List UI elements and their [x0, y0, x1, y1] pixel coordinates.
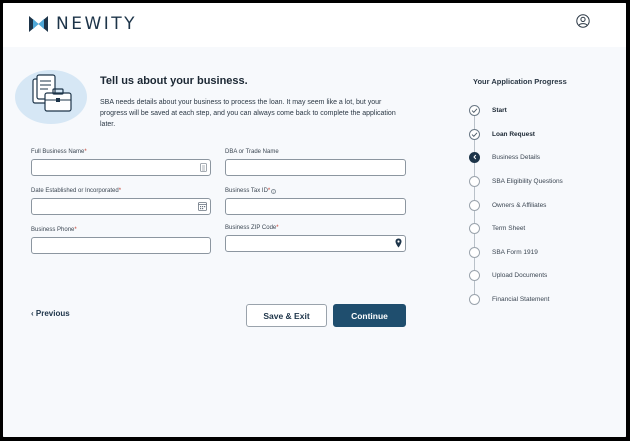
step-label: SBA Form 1919	[492, 248, 538, 256]
main-content	[3, 47, 626, 437]
business-phone-label: Business Phone*	[31, 227, 77, 233]
progress-step-financial-statement	[469, 293, 549, 305]
app-window	[3, 3, 626, 437]
progress-step-business-details	[469, 151, 540, 163]
brand-name: NEWITY	[56, 14, 138, 34]
zip-code-label: Business ZIP Code*	[225, 225, 279, 231]
progress-step-loan-request	[469, 128, 535, 140]
zip-code-input[interactable]	[225, 235, 406, 252]
progress-step-sba-form-1919	[469, 246, 538, 258]
step-label: Upload Documents	[492, 271, 548, 279]
progress-step-sba-eligibility	[469, 175, 563, 187]
brand-logo[interactable]	[29, 13, 137, 35]
newity-logo-icon	[29, 16, 48, 32]
step-label: Business Details	[492, 153, 541, 161]
empty-circle-icon	[469, 200, 480, 211]
location-pin-icon[interactable]	[395, 238, 402, 248]
step-label: Term Sheet	[492, 224, 526, 232]
date-established-label: Date Established or Incorporated*	[31, 188, 122, 194]
step-label: Owners & Affiliates	[492, 201, 547, 209]
progress-step-owners-affiliates	[469, 199, 546, 211]
step-label: SBA Eligibility Questions	[492, 177, 563, 185]
empty-circle-icon	[469, 247, 480, 258]
business-phone-input[interactable]	[31, 237, 211, 254]
chevron-left-circle-icon	[469, 152, 480, 163]
user-circle-icon[interactable]	[576, 14, 590, 28]
business-name-label: Full Business Name*	[31, 149, 87, 155]
tax-id-label: Business Tax ID* i	[225, 188, 276, 194]
progress-title: Your Application Progress	[473, 77, 567, 86]
progress-step-term-sheet	[469, 222, 525, 234]
date-established-input[interactable]	[31, 198, 211, 215]
step-label: Start	[492, 106, 507, 114]
previous-link[interactable]: ‹ Previous	[31, 309, 70, 318]
chevron-left-icon: ‹	[31, 309, 36, 318]
step-label: Financial Statement	[492, 295, 550, 303]
progress-step-upload-documents	[469, 269, 547, 281]
calendar-icon[interactable]	[198, 202, 207, 211]
info-icon[interactable]: i	[271, 189, 276, 194]
business-name-input[interactable]	[31, 159, 211, 176]
continue-button[interactable]: Continue	[333, 304, 406, 327]
tax-id-input[interactable]	[225, 198, 406, 215]
save-exit-button[interactable]: Save & Exit	[246, 304, 327, 327]
business-documents-illustration-icon	[15, 69, 90, 125]
top-bar	[3, 3, 626, 47]
dba-label: DBA or Trade Name	[225, 149, 279, 155]
empty-circle-icon	[469, 270, 480, 281]
empty-circle-icon	[469, 223, 480, 234]
progress-step-start	[469, 104, 507, 116]
autofill-icon[interactable]	[200, 163, 207, 172]
step-label: Loan Request	[492, 130, 535, 138]
dba-input[interactable]	[225, 159, 406, 176]
check-circle-icon	[469, 129, 480, 140]
empty-circle-icon	[469, 294, 480, 305]
page-description: SBA needs details about your business to process the loan. It may seem like a lot, but your progress will be saved at each step, and you can always come back to complete the application later.	[100, 99, 396, 128]
page-title: Tell us about your business.	[100, 75, 248, 87]
empty-circle-icon	[469, 176, 480, 187]
check-circle-icon	[469, 105, 480, 116]
